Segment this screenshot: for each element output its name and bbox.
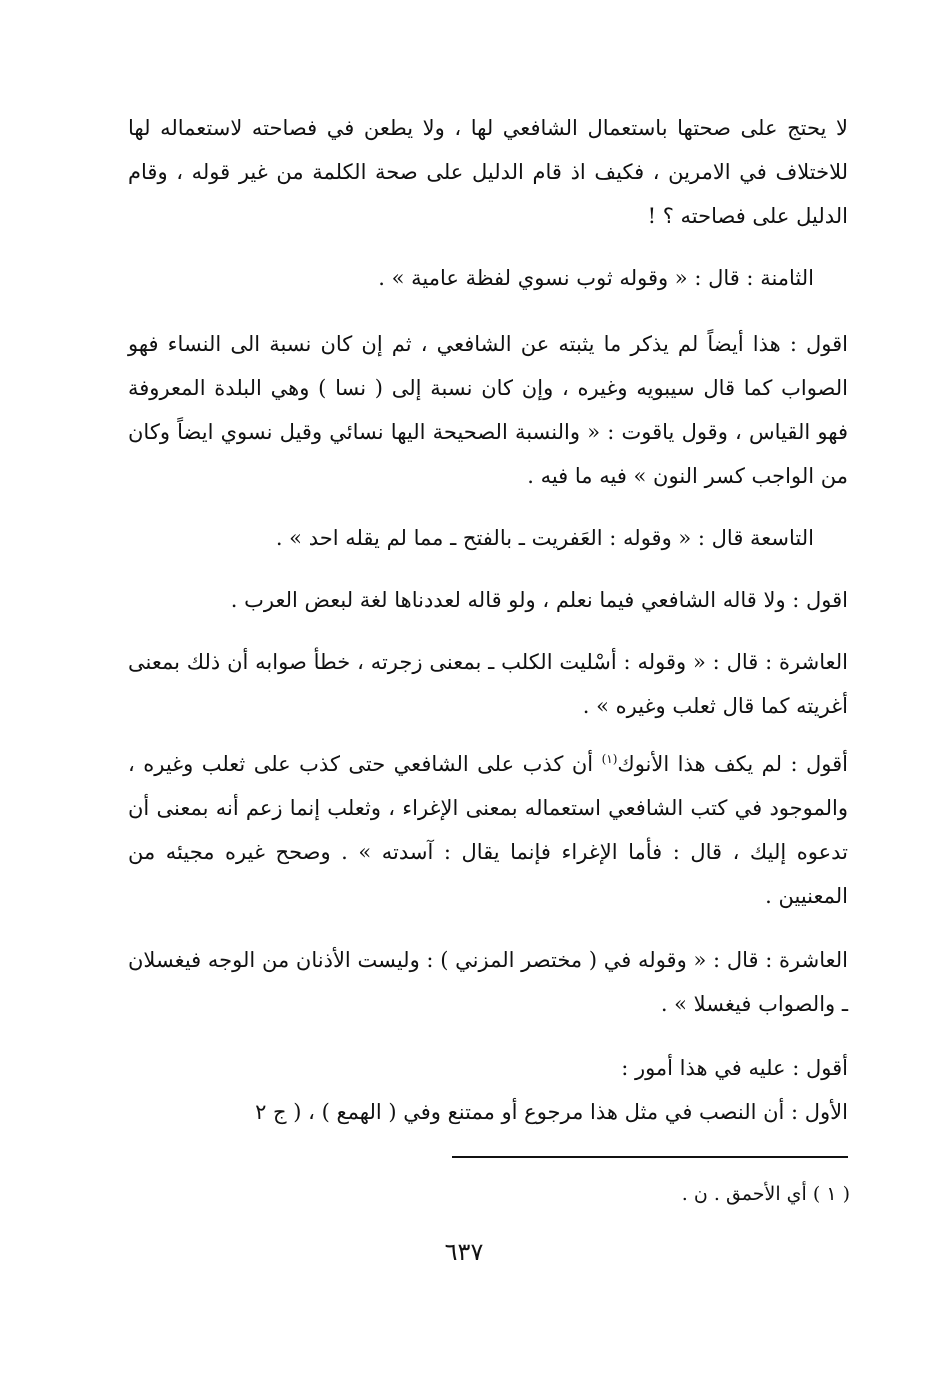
paragraph-10: الأول : أن النصب في مثل هذا مرجوع أو ممتنع وفي ( الهمع ) ، ( ج ٢	[255, 1100, 848, 1124]
paragraph-3	[128, 322, 848, 498]
paragraph-9: أقول : عليه في هذا أمور :	[621, 1056, 848, 1080]
footnote: ( ١ ) أي الأحمق . ن .	[681, 1183, 850, 1205]
footnote-divider	[452, 1156, 848, 1158]
paragraph-8: العاشرة : قال : « وقوله في ( مختصر المزني ) : وليست الأذنان من الوجه فيغسلان ـ والصواب فيغسلا » .	[128, 948, 848, 1016]
paragraph-7-before: أقول : لم يكف هذا الأنوك	[617, 752, 849, 776]
paragraph-6: العاشرة : قال : « وقوله : أسْليت الكلب ـ بمعنى زجرته ، خطأ صوابه أن ذلك بمعنى أغريته كما قال ثعلب وغيره » .	[128, 650, 848, 718]
paragraph-2: الثامنة : قال : « وقوله ثوب نسوي لفظة عامية » .	[378, 266, 814, 290]
paragraph-1: لا يحتج على صحتها باستعمال الشافعي لها ، ولا يطعن في فصاحته لاستعماله لها للاختلاف في الامرين ، فكيف اذ قام الدليل على صحة الكلمة من غير قوله ، وقام الدليل على فصاحته ؟ !	[128, 116, 848, 228]
paragraph-7	[128, 742, 848, 918]
footnote-reference: (١)	[601, 752, 618, 766]
paragraph-7-after: أن كذب على الشافعي حتى كذب على ثعلب وغيره ، والموجود في كتب الشافعي استعماله بمعنى الإغراء ، وثعلب إنما زعم أنه بمعنى أن تدعوه إليك ، قال : فأما الإغراء فإنما يقال : آسدته » . وصحح غيره مجيئه من المعنيين .	[128, 752, 848, 908]
paragraph-5: اقول : ولا قاله الشافعي فيما نعلم ، ولو قاله لعددناها لغة لبعض العرب .	[230, 588, 848, 612]
paragraph-3-text: اقول : هذا أيضاً لم يذكر ما يثبته عن الشافعي ، ثم إن كان نسبة الى النساء فهو الصواب كما قال سيبويه وغيره ، وإن كان نسبة إلى ( نسا ) وهي البلدة المعروفة فهو القياس ، وقول ياقوت : « والنسبة الصحيحة اليها نسائي وقيل نسوي ايضاً وكان من الواجب كسر النون » فيه ما فيه .	[128, 332, 848, 488]
page-number: ٦٣٧	[444, 1238, 484, 1266]
paragraph-4: التاسعة قال : « وقوله : العَفريت ـ بالفتح ـ مما لم يقله احد » .	[275, 526, 814, 550]
